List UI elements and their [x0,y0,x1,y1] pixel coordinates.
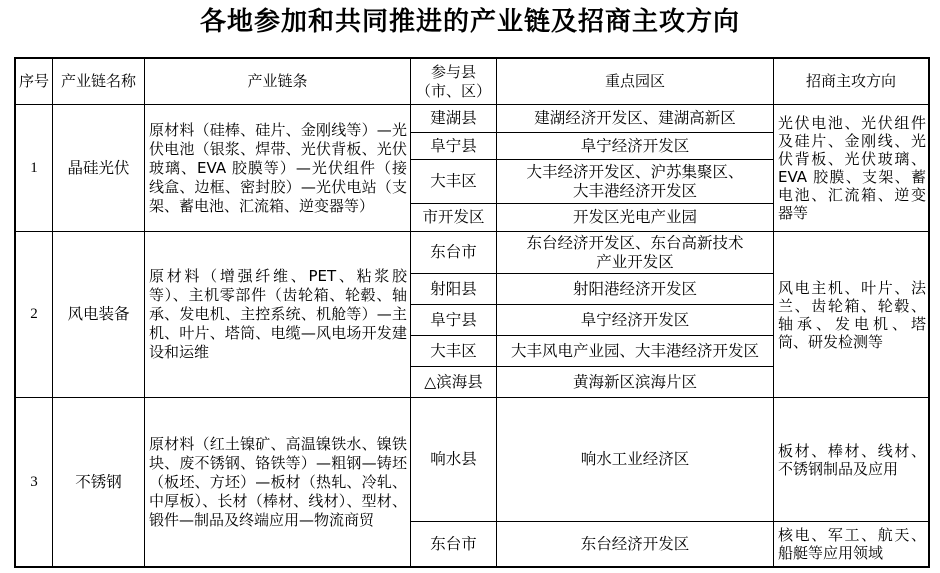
county-text: 响水县 [430,450,477,468]
chain-description-text: 原材料（红土镍矿、高温镍铁水、镍铁块、废不锈钢、铬铁等）—粗钢—铸坯（板坯、方坯）—板材（热轧、冷轧、中厚板）、长材（棒材、线材）、型材、锻件—制品及终端应用—物流商贸 [149,434,407,529]
direction-text: 核电、军工、航天、船艇等应用领域 [778,526,926,562]
header-index [16,59,52,104]
park-text: 黄海新区滨海片区 [572,372,697,391]
direction-text: 板材、棒材、线材、不锈钢制品及应用 [778,441,926,478]
industry-chain-table [14,57,930,568]
county-cell [411,160,496,203]
direction-cell [774,522,928,566]
park-text: 响水工业经济区 [580,450,690,468]
park-text: 开发区光电产业园 [572,208,697,226]
row-index [16,398,52,566]
park-cell [497,105,773,132]
direction-text: 光伏电池、光伏组件及硅片、金刚线、光伏背板、光伏玻璃、EVA 胶膜、支架、蓄电池、汇流箱、逆变器等 [778,114,926,222]
header-county [411,59,496,104]
park-text: 大丰风电产业园、大丰港经济开发区 [510,341,759,360]
county-text: 阜宁县 [430,136,477,155]
county-cell [411,105,496,132]
county-text: 射阳县 [430,279,477,298]
county-text: 东台市 [430,534,477,553]
county-text: 建湖县 [430,109,477,127]
park-cell [497,398,773,521]
county-cell [411,133,496,159]
park-cell [497,274,773,304]
row-index-text: 3 [30,473,38,490]
county-cell [411,336,496,366]
park-text: 射阳港经济开发区 [572,279,697,298]
header-park-text: 重点园区 [604,72,665,90]
county-text: 阜宁县 [430,310,477,329]
header-direction-text: 招商主攻方向 [805,72,896,90]
county-cell [411,522,496,566]
park-cell [497,204,773,231]
row-index-text: 2 [30,306,38,322]
county-cell [411,232,496,273]
county-cell [411,274,496,304]
park-cell [497,133,773,159]
chain-description [145,232,410,397]
row-index [16,232,52,397]
header-chain-text: 产业链条 [247,72,308,90]
header-chain [145,59,410,104]
county-text: 大丰区 [430,341,477,360]
park-cell [497,367,773,397]
county-text: 东台市 [430,243,477,261]
county-text: 市开发区 [422,208,485,226]
park-cell [497,522,773,566]
chain-description-text: 原材料（硅棒、硅片、金刚线等）—光伏电池（银浆、焊带、光伏背板、光伏玻璃、EVA 胶膜等）—光伏组件（接线盒、边框、密封胶）—光伏电站（支架、蓄电池、汇流箱、逆变器等） [149,120,407,215]
chain-name-text: 不锈钢 [75,472,122,491]
county-cell [411,204,496,231]
direction-cell [774,105,928,231]
chain-name [53,232,144,397]
header-chain-name-text: 产业链名称 [60,72,136,90]
park-text: 大丰经济开发区、沪苏集聚区、 大丰港经济开发区 [526,162,744,200]
chain-name-text: 晶硅光伏 [67,158,130,177]
county-cell [411,367,496,397]
park-cell [497,160,773,203]
park-cell [497,305,773,335]
header-park [497,59,773,104]
chain-name [53,105,144,231]
chain-description-text: 原材料（增强纤维、PET、粘浆胶等）、主机零部件（齿轮箱、轮毂、轴承、发电机、主控系统、机舱等）—主机、叶片、塔筒、电缆—风电场开发建设和运维 [149,267,407,361]
park-text: 东台经济开发区 [580,534,690,553]
county-text: 大丰区 [430,172,477,190]
park-text: 建湖经济开发区、建湖高新区 [534,109,736,127]
chain-description [145,398,410,566]
direction-cell [774,398,928,521]
direction-cell [774,232,928,397]
park-text: 东台经济开发区、东台高新技术 产业开发区 [526,233,744,271]
chain-description [145,105,410,231]
county-text: △滨海县 [424,372,483,391]
park-text: 阜宁经济开发区 [580,136,690,155]
header-index-text: 序号 [18,72,49,90]
row-index [16,105,52,231]
header-county-text: 参与县 （市、区） [415,62,491,100]
park-cell [497,336,773,366]
header-direction [774,59,928,104]
header-chain-name [53,59,144,104]
chain-name-text: 风电装备 [67,305,130,323]
row-index-text: 1 [30,159,38,176]
county-cell [411,305,496,335]
park-text: 阜宁经济开发区 [580,310,690,329]
county-cell [411,398,496,521]
direction-text: 风电主机、叶片、法兰、齿轮箱、轮毂、轴承、发电机、塔筒、研发检测等 [778,278,926,351]
chain-name [53,398,144,566]
page-title: 各地参加和共同推进的产业链及招商主攻方向 [199,7,740,37]
park-cell [497,232,773,273]
